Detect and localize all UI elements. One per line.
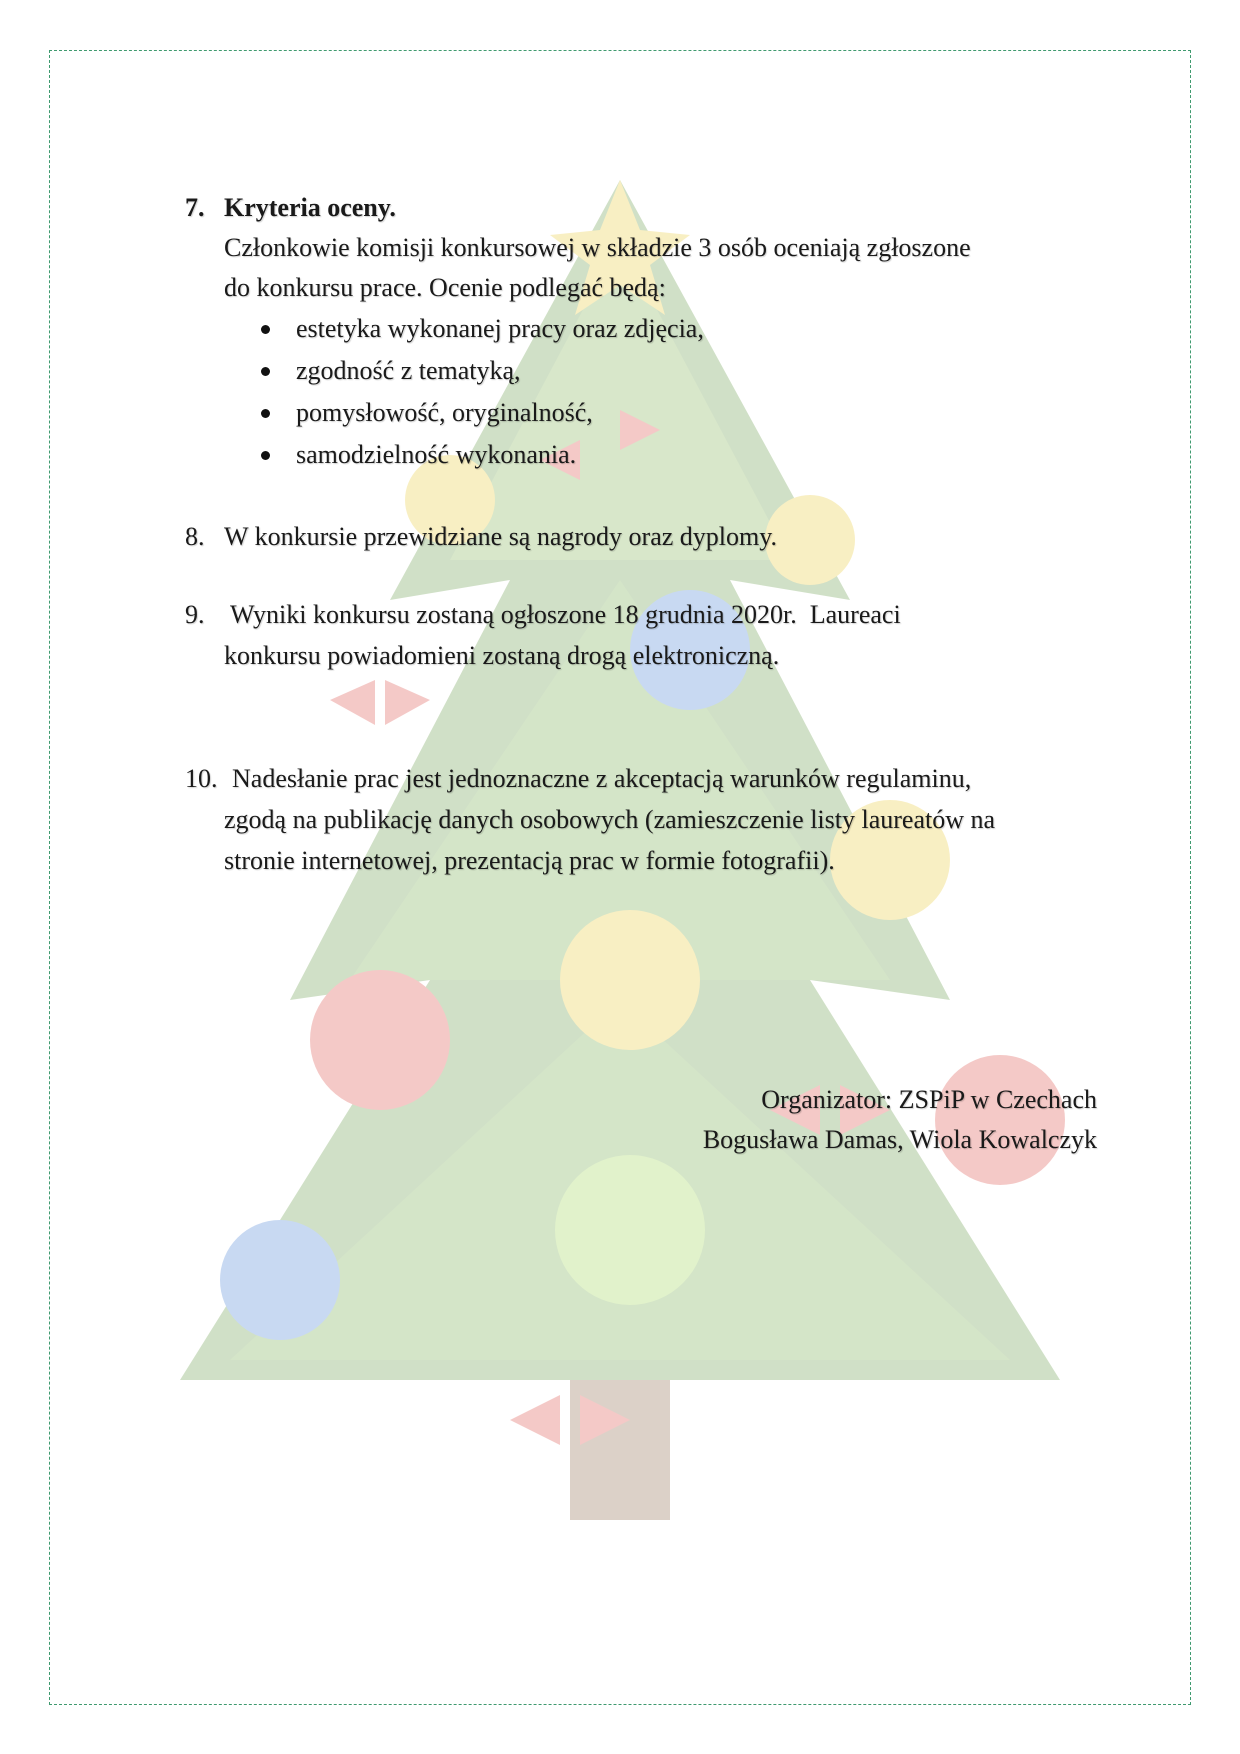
section-9-number: 9.: [185, 600, 205, 629]
section-9-line-1: Wyniki konkursu zostaną ogłoszone 18 grudnia 2020r. Laureaci: [224, 600, 901, 629]
bullet-marker: [261, 409, 270, 418]
section-7-title: Kryteria oceny.: [224, 193, 396, 222]
section-10-line-1: Nadesłanie prac jest jednoznaczne z akceptacją warunków regulaminu,: [232, 764, 972, 793]
section-8-text: W konkursie przewidziane są nagrody oraz dyplomy.: [224, 522, 778, 551]
criteria-item: estetyka wykonanej pracy oraz zdjęcia,: [296, 314, 704, 343]
organizer-line: Organizator: ZSPiP w Czechach: [761, 1085, 1097, 1114]
section-9-line-2: konkursu powiadomieni zostaną drogą elektroniczną.: [224, 641, 780, 670]
authors-line: Bogusława Damas, Wiola Kowalczyk: [702, 1125, 1097, 1154]
section-10-line-3: stronie internetowej, prezentacją prac w formie fotografii).: [224, 846, 835, 875]
section-7-number: 7.: [185, 193, 205, 222]
bullet-marker: [261, 325, 270, 334]
criteria-item: zgodność z tematyką,: [296, 356, 521, 385]
section-10-line-2: zgodą na publikację danych osobowych (zamieszczenie listy laureatów na: [224, 805, 996, 834]
section-7-paragraph-line-1: Członkowie komisji konkursowej w składzie 3 osób oceniają zgłoszone: [224, 233, 971, 262]
criteria-item: samodzielność wykonania.: [296, 440, 577, 469]
bullet-marker: [261, 451, 270, 460]
section-8-number: 8.: [185, 522, 205, 551]
criteria-item: pomysłowość, oryginalność,: [296, 398, 593, 427]
section-7-paragraph-line-2: do konkursu prace. Ocenie podlegać będą:: [224, 273, 666, 302]
bullet-marker: [261, 367, 270, 376]
section-10-number: 10.: [185, 764, 218, 793]
